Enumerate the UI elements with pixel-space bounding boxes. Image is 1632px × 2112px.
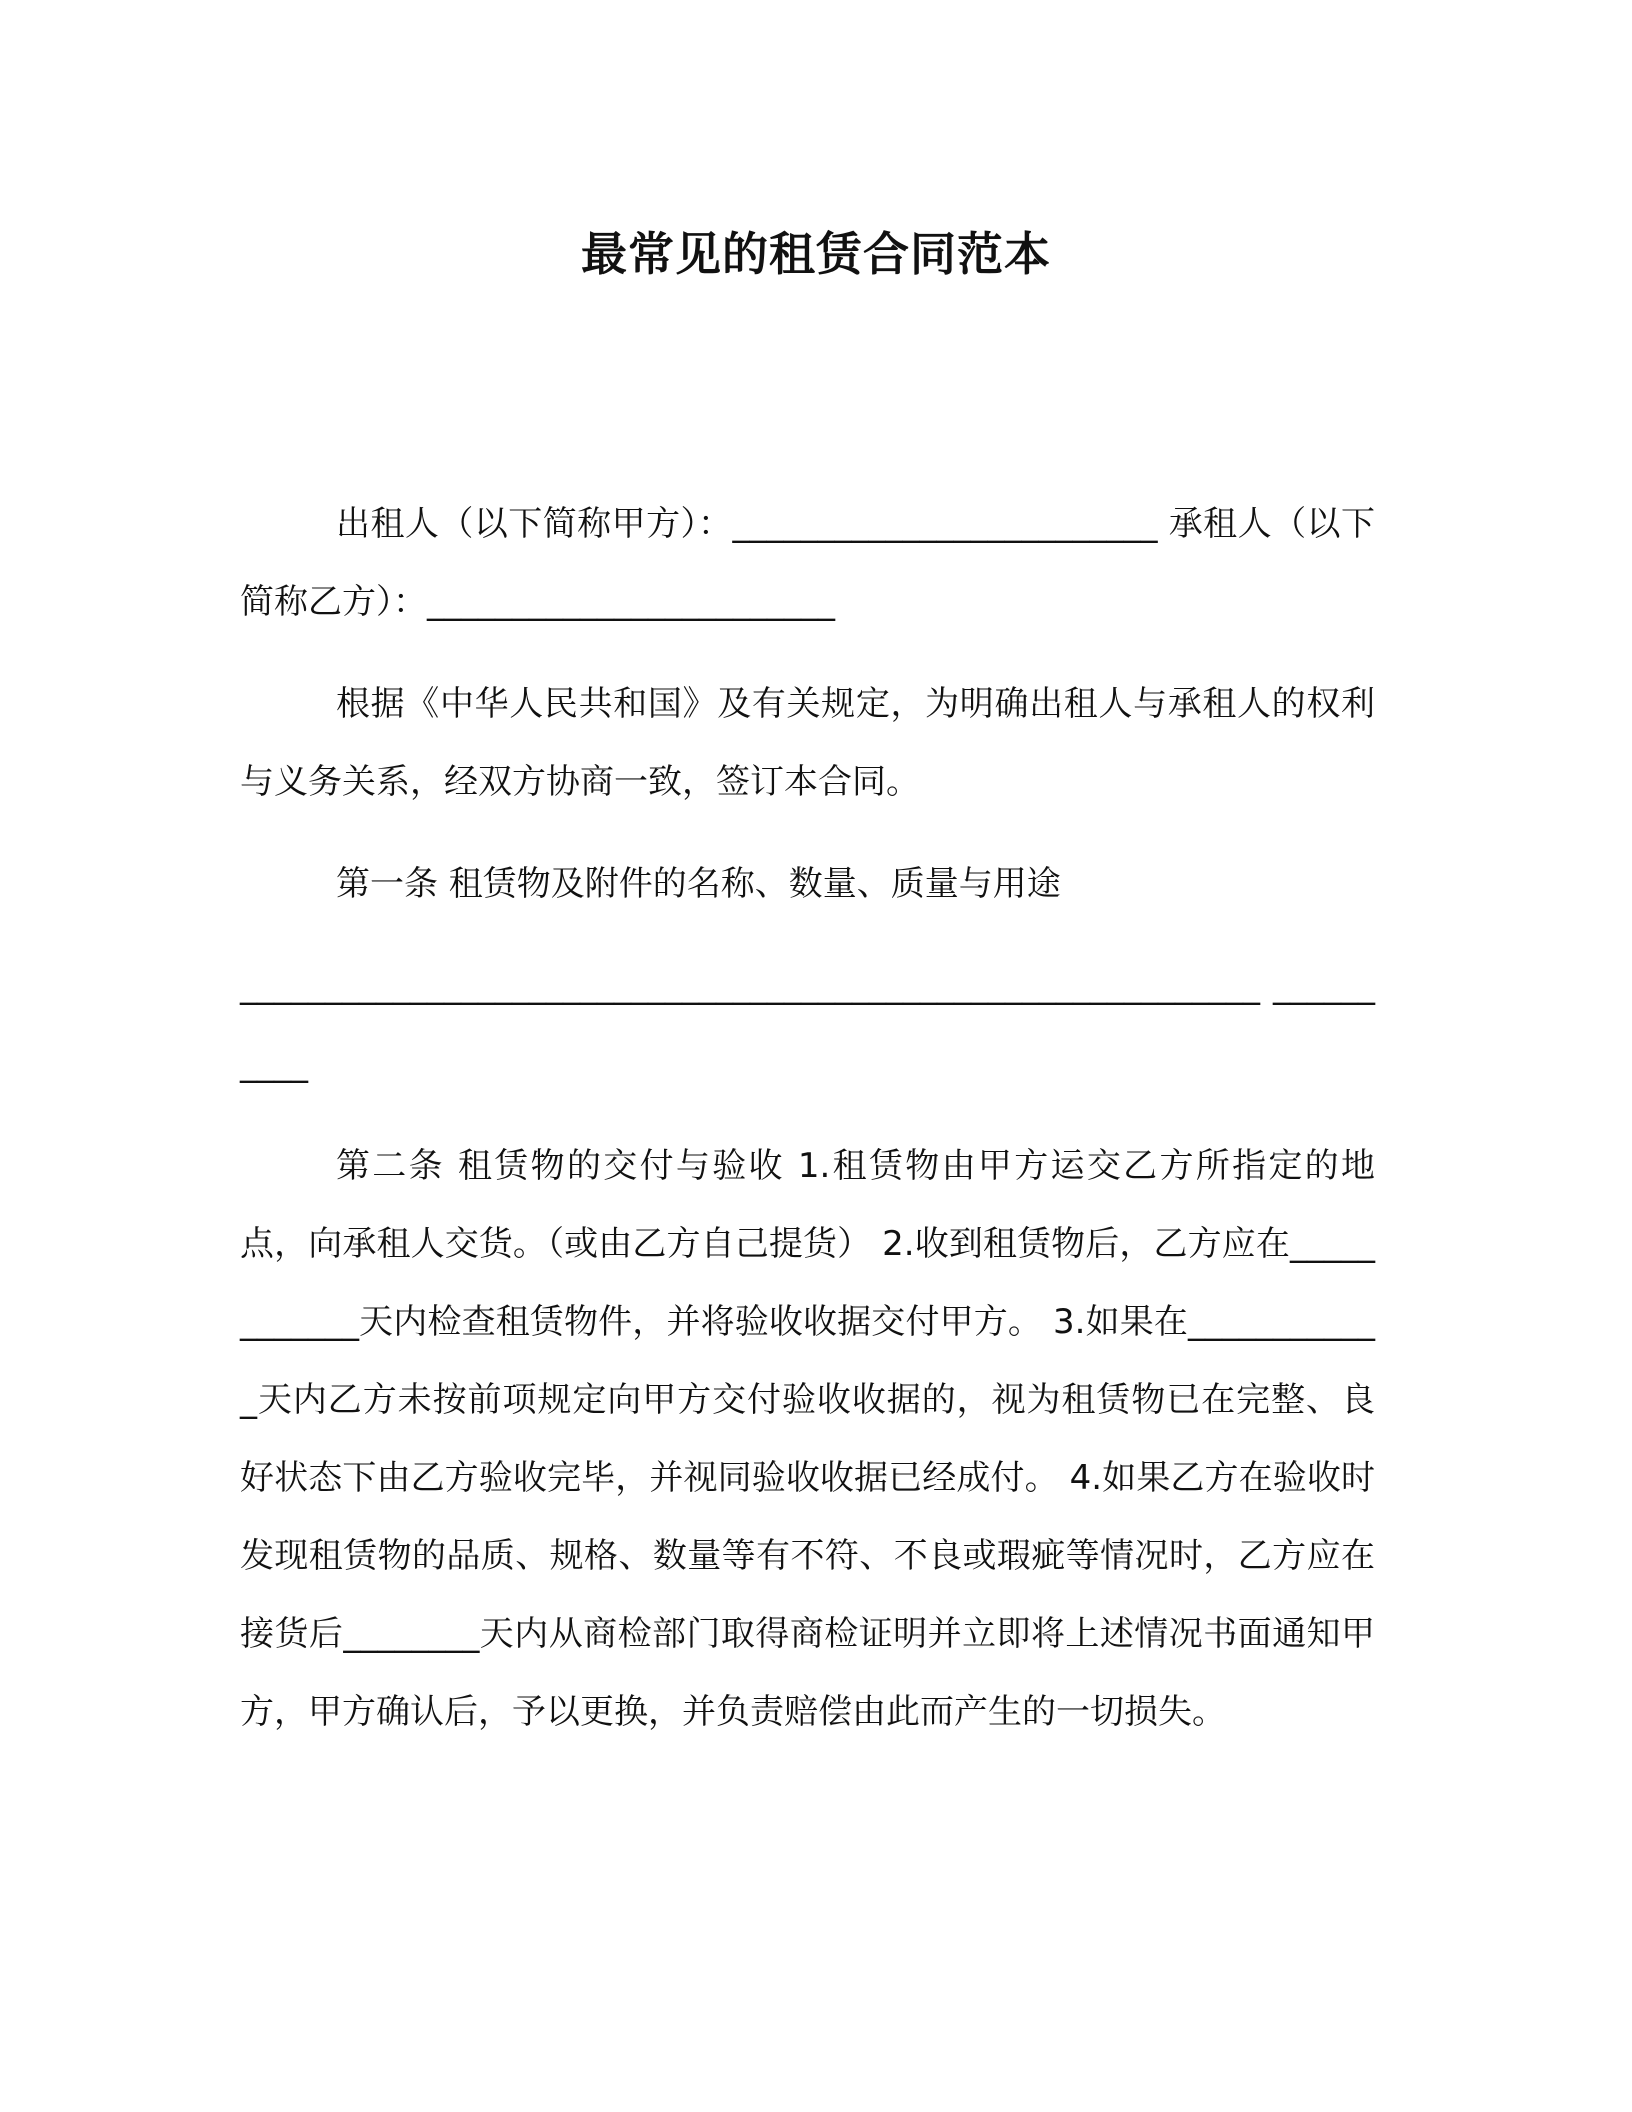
article-one-fill-line: ____________________________________________________________ __________	[240, 966, 1375, 1084]
article-one-heading: 第一条 租赁物及附件的名称、数量、质量与用途	[336, 864, 1061, 904]
document-body	[240, 485, 1375, 1775]
article-two-paragraph: 第二条 租赁物的交付与验收 1.租赁物由甲方运交乙方所指定的地点，向承租人交货。（或由乙方自己提货） 2.收到租赁物后，乙方应在____________天内检查租赁物件，并将验收收据交付甲方。 3.如果在____________天内乙方未按前项规定向甲方交付验收收据的，视为租赁物已在完整、良好状态下由乙方验收完毕，并视同验收收据已经成付。 4.如果乙方在验收时发现租赁物的品质、规格、数量等有不符、不良或瑕疵等情况时，乙方应在接货后________天内从商检部门取得商检证明并立即将上述情况书面通知甲方，甲方确认后，予以更换，并负责赔偿由此而产生的一切损失。	[240, 1146, 1375, 1732]
parties-paragraph: 出租人（以下简称甲方）：_________________________ 承租人（以下简称乙方）：________________________	[240, 504, 1375, 622]
preamble-paragraph: 根据《中华人民共和国》及有关规定，为明确出租人与承租人的权利与义务关系，经双方协商一致，签订本合同。	[240, 684, 1375, 802]
document-title: 最常见的租赁合同范本	[581, 227, 1051, 281]
